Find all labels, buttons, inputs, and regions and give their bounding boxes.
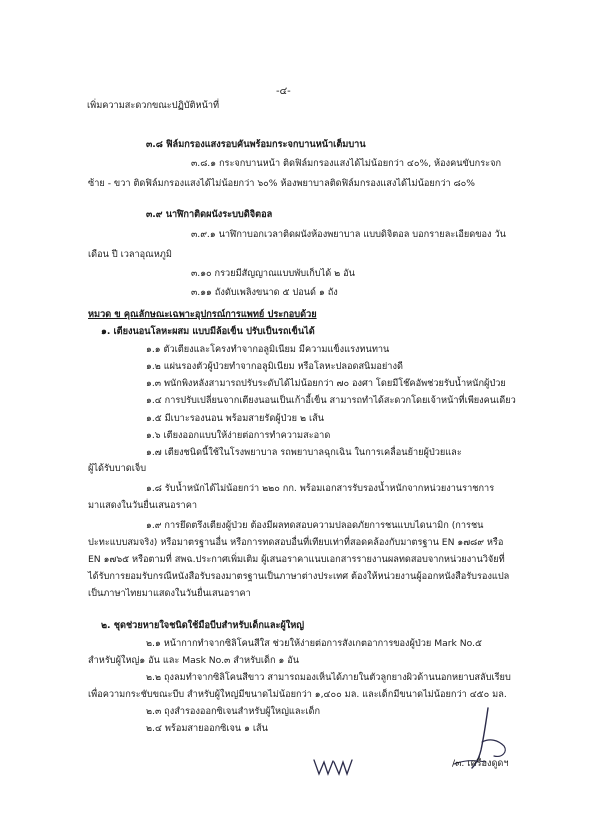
category-heading: หมวด ข คุณลักษณะเฉพาะอุปกรณ์การแพทย์ ประกอบด้วย bbox=[88, 309, 317, 320]
text-line: ๑.๙ การยึดตรึงเตียงผู้ป่วย ต้องมีผลทดสอบความปลอดภัยการชนแบบไดนามิก (การชน bbox=[146, 520, 484, 531]
section-heading: ๑. เตียงนอนโลหะผสม แบบมีล้อเข็น ปรับเป็นรถเข็นได้ bbox=[101, 326, 315, 337]
text-line: ๒.๔ พร้อมสายออกซิเจน ๑ เส้น bbox=[146, 723, 268, 734]
handwritten-signature bbox=[312, 752, 362, 782]
text-line: เพื่อความกระชับขณะบีบ สำหรับผู้ใหญ่มีขนาดไม่น้อยกว่า ๑,๔๐๐ มล. และเด็กมีขนาดไม่น้อยกว่า ๔๕๐ มล. bbox=[88, 689, 507, 700]
text-line: เดือน ปี เวลาอุณหภูมิ bbox=[88, 249, 172, 260]
text-line: ๒.๑ หน้ากากทำจากซิลิโคนสีใส ช่วยให้ง่ายต่อการสังเกตอาการของผู้ป่วย Mark No.๕ bbox=[146, 638, 483, 649]
text-line: เพิ่มความสะดวกขณะปฏิบัติหน้าที่ bbox=[87, 100, 220, 111]
page-number: -๔- bbox=[276, 86, 291, 97]
section-heading: ๓.๘ ฟิล์มกรองแสงรอบคันพร้อมกระจกบานหน้าเต็มบาน bbox=[146, 139, 366, 150]
text-line: ๓.๘.๑ กระจกบานหน้า ติดฟิล์มกรองแสงได้ไม่น้อยกว่า ๔๐%, ห้องคนขับกระจก bbox=[191, 158, 502, 169]
section-heading: ๒. ชุดช่วยหายใจชนิดใช้มือบีบสำหรับเด็กและผู้ใหญ่ bbox=[101, 620, 305, 631]
text-line: สำหรับผู้ใหญ่๑ อัน และ Mask No.๓ สำหรับเด็ก ๑ อัน bbox=[88, 655, 299, 666]
text-line: ๓.๙.๑ นาฬิกาบอกเวลาติดผนังห้องพยาบาล แบบดิจิตอล บอกรายละเอียดของ วัน bbox=[191, 229, 506, 240]
text-line: มาแสดงในวันยื่นเสนอราคา bbox=[88, 500, 198, 511]
text-line: ๑.๖ เตียงออกแบบให้ง่ายต่อการทำความสะอาด bbox=[146, 430, 331, 441]
text-line: ๑.๒ แผ่นรองตัวผู้ป่วยทำจากอลูมิเนียม หรือโลหะปลอดสนิมอย่างดี bbox=[146, 361, 403, 372]
text-line: ๑.๗ เตียงชนิดนี้ใช้ในโรงพยาบาล รถพยาบาลฉุกเฉิน ในการเคลื่อนย้ายผู้ป่วยและ bbox=[146, 447, 462, 458]
text-line: ๓.๑๑ ถังดับเพลิงขนาด ๕ ปอนด์ ๑ ถัง bbox=[191, 287, 338, 298]
text-line: ๑.๘ รับน้ำหนักได้ไม่น้อยกว่า ๒๒๐ กก. พร้อมเอกสารรับรองน้ำหนักจากหน่วยงานราชการ bbox=[146, 483, 495, 494]
signature-continuation-text: /๓. เครื่องดูดฯ bbox=[452, 758, 509, 769]
text-line: เป็นภาษาไทยมาแสดงในวันยื่นเสนอราคา bbox=[88, 588, 251, 599]
text-line: ปะทะแบบสมจริง) หรือมาตรฐานอื่น หรือการทดสอบอื่นที่เทียบเท่าที่สอดคล้องกับมาตรฐาน EN ๑๗๘๙ หรือ bbox=[88, 537, 504, 548]
text-line: ๑.๔ การปรับเปลี่ยนจากเตียงนอนเป็นเก้าอี้เข็น สามารถทำได้สะดวกโดยเจ้าหน้าที่เพียงคนเดียว bbox=[146, 395, 516, 406]
text-line: ๒.๒ ถุงลมทำจากซิลิโคนสีขาว สามารถมองเห็นได้ภายในตัวลูกยางผิวด้านนอกหยาบสลับเรียบ bbox=[146, 672, 511, 683]
text-line: ๑.๑ ตัวเตียงและโครงทำจากอลูมิเนียม มีความแข็งแรงทนทาน bbox=[146, 344, 390, 355]
text-line: ได้รับการยอมรับกรณีหนังสือรับรองมาตรฐานเป็นภาษาต่างประเทศ ต้องให้หน่วยงานผู้ออกหนังสือรับรองแปล bbox=[88, 571, 510, 582]
text-line: ๑.๕ มีเบาะรองนอน พร้อมสายรัดผู้ป่วย ๒ เส้น bbox=[146, 413, 324, 424]
text-line: ผู้ได้รับบาดเจ็บ bbox=[88, 463, 147, 474]
text-line: ๓.๑๐ กรวยมีสัญญาณแบบพับเก็บได้ ๒ อัน bbox=[191, 268, 355, 279]
text-line: ซ้าย - ขวา ติดฟิล์มกรองแสงได้ไม่น้อยกว่า ๖๐% ห้องพยาบาลติดฟิล์มกรองแสงได้ไม่น้อยกว่า ๘๐% bbox=[88, 178, 476, 189]
text-line: ๑.๓ พนักพิงหลังสามารถปรับระดับได้ไม่น้อยกว่า ๗๐ องศา โดยมีโช๊คอัพช่วยรับน้ำหนักผู้ป่วย bbox=[146, 378, 506, 389]
text-line: EN ๑๗๖๕ หรือตามที่ สพฉ.ประกาศเพิ่มเติม ผู้เสนอราคาแนบเอกสารรายงานผลทดสอบจากหน่วยงานวิจัยที่ bbox=[88, 554, 505, 565]
text-line: ๒.๓ ถุงสำรองออกซิเจนสำหรับผู้ใหญ่และเด็ก bbox=[146, 706, 321, 717]
section-heading: ๓.๙ นาฬิกาติดผนังระบบดิจิตอล bbox=[146, 209, 273, 220]
